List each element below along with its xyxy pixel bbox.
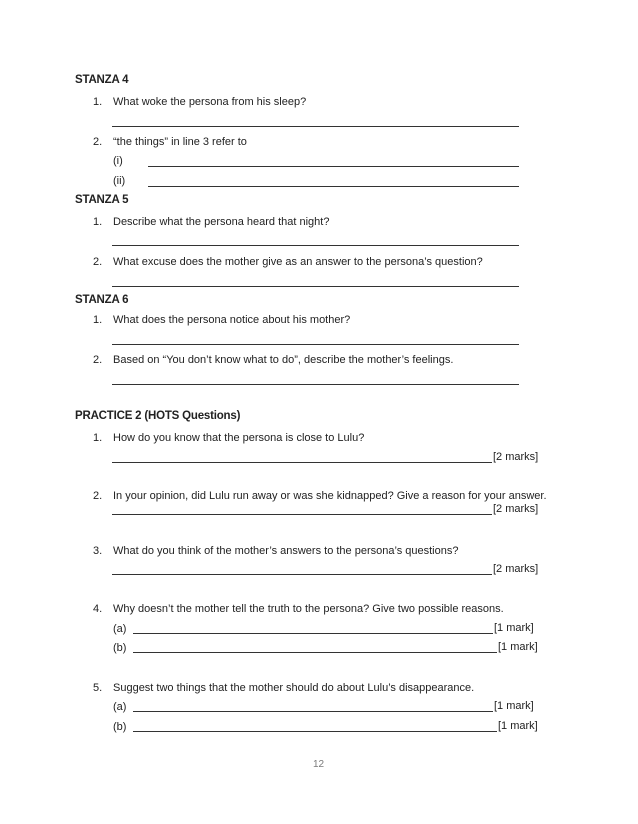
question-text: Suggest two things that the mother should do about Lulu’s disappearance.: [113, 682, 475, 694]
page-number: 12: [313, 759, 325, 770]
sub-label: (b): [113, 642, 127, 654]
stanza-6-heading: STANZA 6: [75, 294, 129, 306]
sub-label: (b): [113, 721, 127, 733]
answer-line[interactable]: [133, 652, 497, 653]
sub-label: (i): [113, 155, 123, 167]
question-number: 5.: [93, 682, 103, 694]
practice-2-heading: PRACTICE 2 (HOTS Questions): [75, 410, 241, 422]
question-text: Why doesn’t the mother tell the truth to the persona? Give two possible reasons.: [113, 603, 504, 615]
marks-label: [1 mark]: [494, 700, 534, 712]
answer-line[interactable]: [112, 514, 492, 515]
question-number: 1.: [93, 216, 103, 228]
marks-label: [1 mark]: [494, 622, 534, 634]
question-number: 4.: [93, 603, 103, 615]
marks-label: [2 marks]: [493, 563, 539, 575]
marks-label: [2 marks]: [493, 503, 539, 515]
answer-line[interactable]: [133, 711, 493, 712]
answer-line[interactable]: [112, 462, 492, 463]
stanza-5-heading: STANZA 5: [75, 194, 129, 206]
answer-line[interactable]: [112, 126, 519, 127]
answer-line[interactable]: [148, 166, 519, 167]
question-number: 3.: [93, 545, 103, 557]
question-text: What does the persona notice about his mother?: [113, 314, 351, 326]
question-number: 2.: [93, 490, 103, 502]
question-number: 1.: [93, 432, 103, 444]
answer-line[interactable]: [112, 344, 519, 345]
question-number: 1.: [93, 96, 103, 108]
stanza-4-heading: STANZA 4: [75, 74, 129, 86]
marks-label: [1 mark]: [498, 720, 538, 732]
question-text: Based on “You don’t know what to do”, describe the mother’s feelings.: [113, 354, 454, 366]
sub-label: (a): [113, 623, 127, 635]
question-number: 2.: [93, 136, 103, 148]
marks-label: [1 mark]: [498, 641, 538, 653]
question-number: 2.: [93, 256, 103, 268]
answer-line[interactable]: [133, 633, 493, 634]
question-text: What woke the persona from his sleep?: [113, 96, 307, 108]
sub-label: (a): [113, 701, 127, 713]
answer-line[interactable]: [133, 731, 497, 732]
sub-label: (ii): [113, 175, 126, 187]
question-text: What do you think of the mother’s answers to the persona’s questions?: [113, 545, 459, 557]
answer-line[interactable]: [148, 186, 519, 187]
question-text: “the things” in line 3 refer to: [113, 136, 247, 148]
answer-line[interactable]: [112, 574, 492, 575]
question-text: What excuse does the mother give as an answer to the persona’s question?: [113, 256, 483, 268]
answer-line[interactable]: [112, 245, 519, 246]
question-number: 1.: [93, 314, 103, 326]
question-text: Describe what the persona heard that night?: [113, 216, 330, 228]
marks-label: [2 marks]: [493, 451, 539, 463]
question-text: How do you know that the persona is close to Lulu?: [113, 432, 365, 444]
answer-line[interactable]: [112, 286, 519, 287]
question-text: In your opinion, did Lulu run away or was she kidnapped? Give a reason for your answer.: [113, 490, 547, 502]
question-number: 2.: [93, 354, 103, 366]
answer-line[interactable]: [112, 384, 519, 385]
